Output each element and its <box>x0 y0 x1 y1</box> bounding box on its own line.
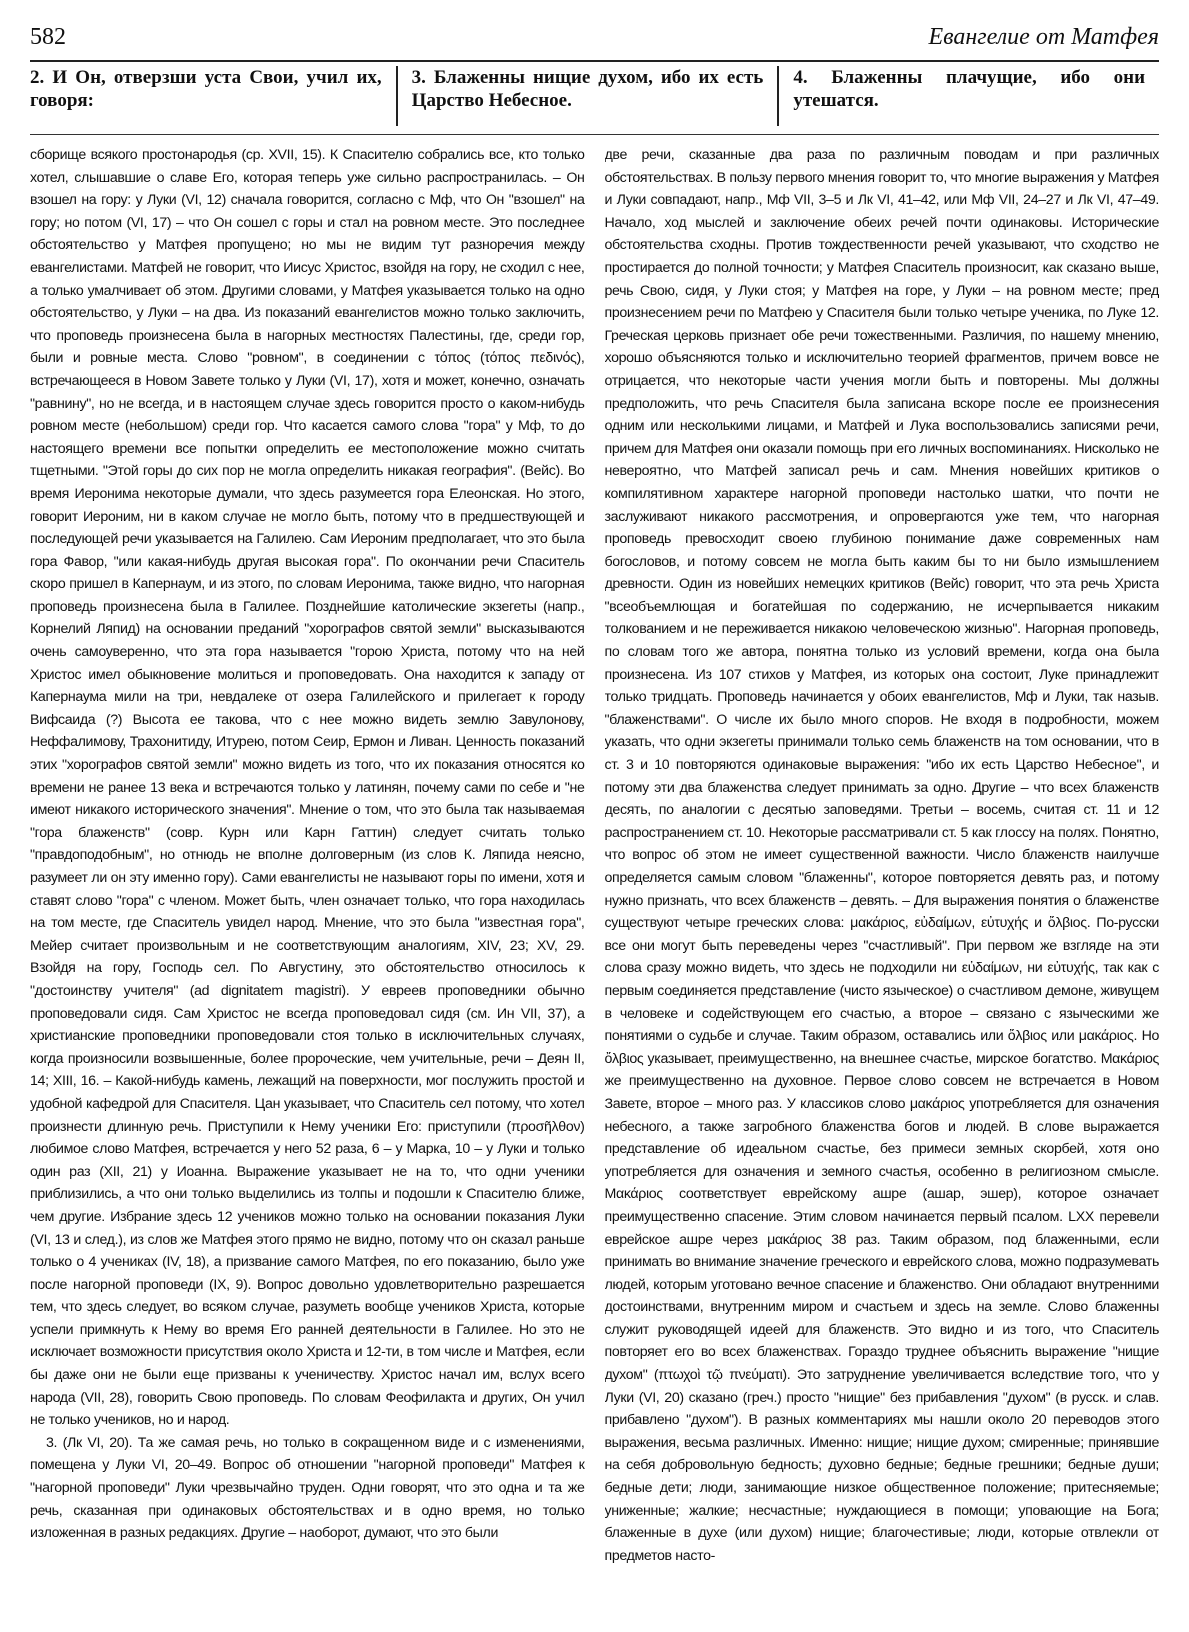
verse-2: 2. И Он, отверзши уста Свои, учил их, говоря: <box>30 67 382 111</box>
header-separator <box>30 134 1159 135</box>
commentary-paragraph: 3. (Лк VI, 20). Та же самая речь, но только в сокращенном виде и с изменениями, помещена у Луки VI, 20–49. Вопрос об отношении "нагорной проповеди" Матфея к "нагорной проповеди" Луки чрезвычайно труден. Одни говорят, что это одна и та же речь, сказанная при одинаковых обстоятельствах и в одно время, но только изложенная в разных редакциях. Другие – наоборот, думают, что это были <box>30 1434 585 1542</box>
verse-row <box>30 66 1159 126</box>
page-header <box>30 14 1159 62</box>
verse-4: 4. Блаженны плачущие, ибо они утешатся. <box>777 66 1159 126</box>
running-title: Евангелие от Матфея <box>928 24 1159 50</box>
commentary-paragraph: сборище всякого простонародья (ср. XVII, 15). К Спасителю собрались все, кто только хотел, слышавшие о славе Его, которая теперь уже сильно распространилась. – Он взошел на гору: у Луки (VI, 12) сначала говорится, согласно с Мф, что Он "взошел" на гору; но потом (VI, 17) – что Он сошел с горы и стал на ровном месте. Это последнее обстоятельство у Матфея пропущено; но мы не видим тут разноречия между евангелистами. Матфей не говорит, что Иисус Христос, взойдя на гору, не сходил с нее, а только умалчивает об этом. Другими словами, у Матфея указывается только на одно обстоятельство, у Луки – на два. Из показаний евангелистов можно только заключить, что проповедь произнесена была в нагорных местностях Палестины, где, среди гор, были и ровные места. Слово "ровном", в соединении с τόπος (τόπος πεδινός), встречающееся в Новом Завете только у Луки (VI, 17), хотя и может, конечно, означать "равнину", но не всегда, и в настоящем случае здесь говорится просто о каком-нибудь ровном месте (небольшом) среди гор. Что касается самого слова "гора" у Мф, то до настоящего времени все попытки определить ее местоположение можно считать тщетными. "Этой горы до сих пор не могла определить никакая география". (Вейс). Во время Иеронима некоторые думали, что здесь разумеется гора Елеонская. Но этого, говорит Иероним, ни в каком случае не могло быть, потому что в предшествующей и последующей речи указывается на Галилею. Сам Иероним предполагает, что это была гора Фавор, "или какая-нибудь другая высокая гора". По окончании речи Спаситель скоро пришел в Капернаум, и из этого, по словам Иеронима, также видно, что нагорная проповедь произнесена была в Галилее. Позднейшие католические экзегеты (напр., Корнелий Ляпид) на основании преданий "хорографов святой земли" высказываются очень самоуверенно, что эта гора называется "горою Христа, потому что на ней Христос имел обыкновение молиться и проповедовать. Она находится к западу от Капернаума мили на три, невдалеке от озера Галилейского и прилегает к городу Вифсаида (?) Высота ее такова, что с нее можно видеть землю Завулонову, Неффалимову, Трахонитиду, Итурею, потом Сеир, Ермон и Ливан. Ценность показаний этих "хорографов святой земли" можно видеть из того, что их показания относятся ко времени не ранее 13 века и встречаются только у латинян, почему сами по себе и "не имеют никакого исторического значения". Мнение о том, что это была так называемая "гора блаженств" (совр. Курн или Карн Гаттин) следует считать только "правдоподобным", но отнюдь не вполне долговерным (из слов К. Ляпида неясно, разумеет ли он эту именно гору). Сами евангелисты не называют горы по имени, хотя и ставят слово "гора" с членом. Может быть, член означает только, что гора находилась на том месте, где Спаситель увидел народ. Мнение, что это была "известная гора", Мейер считает произвольным и не соответствующим аналогиям, XIV, 23; XV, 29. Взойдя на гору, Господь сел. По Августину, это обстоятельство относилось к "достоинству учителя" (ad dignitatem magistri). У евреев проповедники обычно проповедовали сидя. Сам Христос не всегда проповедовал сидя (см. Ин VII, 37), а христианские проповедники проповедовали стоя только в исключительных случаях, когда произносили возвышенные, более пророческие, чем учительные, речи – Деян II, 14; XIII, 16. – Какой-нибудь камень, лежащий на поверхности, мог послужить простой и удобной кафедрой для Спасителя. Цан указывает, что Спаситель сел потому, что хотел произнести длинную речь. Приступили к Нему ученики Его: приступили (προσῆλθον) любимое слово Матфея, встречается у него 52 раза, 6 – у Марка, 10 – у Луки и только один раз (XII, 21) у Иоанна. Выражение указывает не на то, что одни ученики приблизились, а что они только выделились из толпы и подошли к Спасителю ближе, чем другие. Избрание здесь 12 учеников можно только на основании показания Луки (VI, 13 и след.), из слов же Матфея этого прямо не видно, потому что он сказал раньше только о 4 учениках (IV, 18), а призвание самого Матфея, по его показанию, было уже после нагорной проповеди (IX, 9). Вопрос довольно удовлетворительно разрешается тем, что здесь следует, во всяком случае, разуметь вообще учеников Христа, которые успели примкнуть к Нему во время Его ранней деятельности в Галилее. Но это не исключает возможности присутствия около Христа и 12-ти, в том числе и Матфея, если бы даже они не были еще призваны к ученичеству. Христос начал им, вслух всего народа (VII, 28), говорить Свою проповедь. По словам Феофилакта и других, Он учил не только учеников, но и народ. <box>30 147 585 1429</box>
commentary-paragraph: две речи, сказанные два раза по различным поводам и при различных обстоятельствах. В пользу первого мнения говорит то, что многие выражения у Матфея и Луки совпадают, напр., Мф VII, 3–5 и Лк VI, 41–42, или Мф VII, 24–27 и Лк VI, 47–49. Начало, ход мыслей и заключение обеих речей почти одинаковы. Исторические обстоятельства сходны. Против тождественности речей указывают, что сходство не простирается до полной точности; у Матфея Спаситель произносит, как сказано выше, речь Свою, сидя, у Луки стоя; у Матфея на горе, у Луки – на ровном месте; пред произнесением речи по Матфею у Спасителя были только четыре ученика, по Луке 12. Греческая церковь признает обе речи тожественными. Различия, по нашему мнению, хорошо объясняются только и исключительно теорией фрагментов, причем вовсе не отрицается, что некоторые части учения могли быть и повторены. Мы должны предположить, что речь Спасителя была записана вскоре после ее произнесения одним или несколькими лицами, и Матфей и Лука воспользовались записями речи, причем для Матфея они оказали помощь при его личных воспоминаниях. Нисколько не невероятно, что Матфей записал речь и сам. Мнения новейших критиков о компилятивном характере нагорной проповеди настолько шатки, что почти не заслуживают никакого рассмотрения, и опровергаются уже тем, что нагорная проповедь превосходит своею глубиною понимание даже современных нам богословов, и потому совсем не могла быть каким бы то ни было измышлением древности. Один из новейших немецких критиков (Вейс) говорит, что эта речь Христа "всеобъемлющая и богатейшая по содержанию, не исчерпывается никаким толкованием и не переживается никакою человеческою жизнью". Нагорная проповедь, по словам того же автора, понятна только из условий времени, когда она была произнесена. Из 107 стихов у Матфея, из которых она состоит, Луке принадлежит только тридцать. Проповедь начинается у обоих евангелистов, Мф и Луки, так назыв. "блаженствами". О числе их было много споров. Не входя в подробности, можем указать, что одни экзегеты принимали только семь блаженств на том основании, что в ст. 3 и 10 повторяются одинаковые выражения: "ибо их есть Царство Небесное", и потому эти два блаженства следует принимать за одно. Другие – что всех блаженств десять, по аналогии с десятью заповедями. Третьи – восемь, считая ст. 11 и 12 распространением ст. 10. Некоторые рассматривали ст. 5 как глоссу на полях. Понятно, что вопрос об этом не имеет существенной важности. Число блаженств наилучше определяется самым словом "блаженны", которое повторяется девять раз, и потому нужно признать, что всех блаженств – девять. – Для выражения понятия о блаженстве существуют четыре греческих слова: μακάριος, εὐδαίμων, εὐτυχής и ὄλβιος. По-русски все они могут быть переведены через "счастливый". При первом же взгляде на эти слова сразу можно видеть, что здесь не подходили ни εὐδαίμων, ни εὐτυχής, так как с первым соединяется представление (чисто языческое) о счастливом демоне, живущем в человеке и содействующем его счастью, а второе – связано с языческими же понятиями о судьбе и случае. Таким образом, оставались или ὄλβιος или μακάριος. Но ὄλβιος указывает, преимущественно, на внешнее счастье, мирское богатство. Μακάριος же преимущественно на духовное. Первое слово совсем не встречается в Новом Завете, второе – много раз. У классиков слово μακάριος употребляется для означения небесного, а также загробного блаженства богов и людей. В слове выражается представление об идеальном счастье, без примеси земных скорбей, хотя оно употребляется для означения и земного счастья, особенно в религиозном смысле. Μακάριος соответствует еврейскому ашре (ашар, эшер), которое означает преимущественно спасение. Этим словом начинается первый псалом. LXX перевели еврейское ашре через μακάριος 38 раз. Таким образом, под блаженными, если принимать во внимание значение греческого и еврейского слова, можно подразумевать людей, которым уготовано вечное спасение и блаженство. Они обладают внутренними достоинствами, внутренним миром и счастьем и здесь на земле. Слово блаженны служит руководящей идеей для блаженств. Это видно и из того, что Спаситель повторяет его во всех блаженствах. Гораздо труднее объяснить выражение "нищие духом" (πτωχοὶ τῷ πνεύματι). Это затруднение увеличивается вследствие того, что у Луки (VI, 20) сказано (греч.) просто "нищие" без прибавления "духом" (в русск. и слав. прибавлено "духом"). В разных комментариях мы нашли около 20 переводов этого выражения, весьма различных. Именно: нищие; нищие духом; смиренные; принявшие на себя добровольную бедность; духовно бедные; бедные грешники; бедные души; бедные дети; люди, занимающие низкое общественное положение; притесняемые; униженные; жалкие; несчастные; нуждающиеся в помощи; уповающие на Бога; блаженные в духе (или духом) нищие; благочестивые; люди, которые отвлекли от предметов насто- <box>604 147 1159 1564</box>
verse-3: 3. Блаженны нищие духом, ибо их есть Царство Небесное. <box>396 66 778 126</box>
right-column <box>605 144 1160 1622</box>
left-column <box>30 144 585 1622</box>
commentary-body <box>30 144 1159 1622</box>
page-number: 582 <box>30 24 66 50</box>
